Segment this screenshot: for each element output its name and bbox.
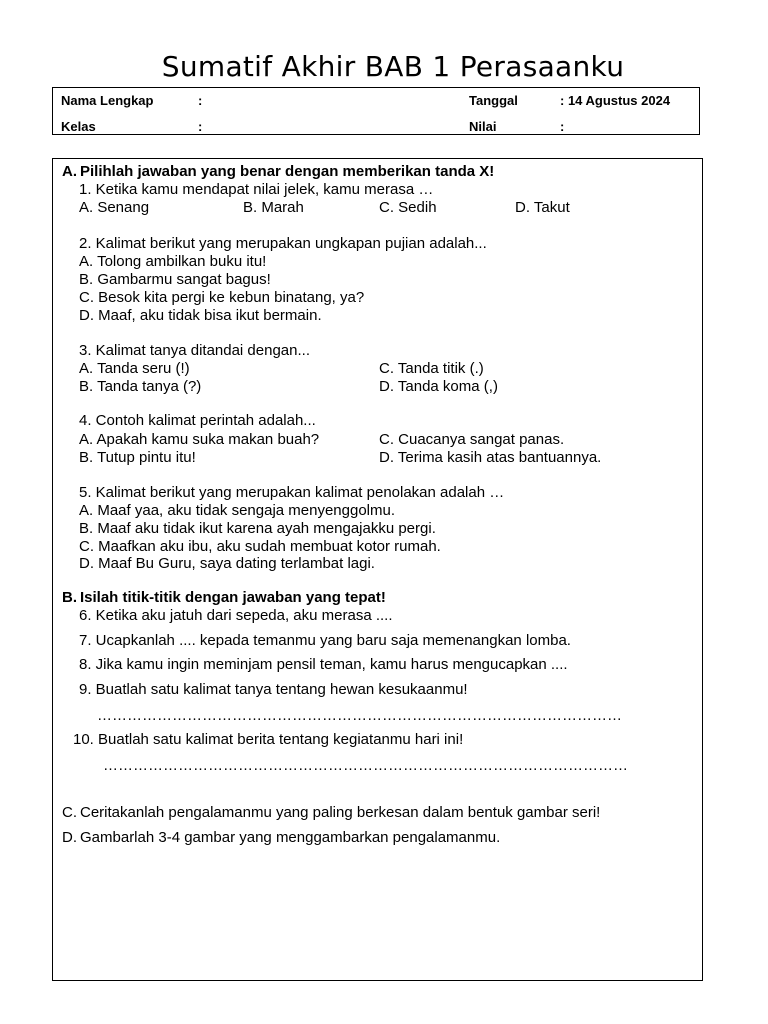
- q5-option-d[interactable]: D. Maaf Bu Guru, saya dating terlambat lagi.: [79, 555, 375, 572]
- q4-option-b[interactable]: B. Tutup pintu itu!: [79, 449, 196, 466]
- q1-option-a[interactable]: A. Senang: [79, 199, 150, 216]
- exam-content-box: [52, 158, 703, 981]
- q3-option-c[interactable]: C. Tanda titik (.): [379, 360, 484, 377]
- page-title: Sumatif Akhir BAB 1 Perasaanku: [161, 50, 625, 83]
- question-9-answer-line[interactable]: ……………………………………………………………………………………………: [97, 707, 622, 724]
- q4-option-c[interactable]: C. Cuacanya sangat panas.: [379, 431, 565, 448]
- date-value: : 14 Agustus 2024: [560, 93, 671, 108]
- question-4: 4. Contoh kalimat perintah adalah...: [79, 412, 316, 429]
- q1-option-b[interactable]: B. Marah: [243, 199, 304, 216]
- question-2: 2. Kalimat berikut yang merupakan ungkapan pujian adalah...: [79, 235, 487, 252]
- q5-option-a[interactable]: A. Maaf yaa, aku tidak sengaja menyenggolmu.: [79, 502, 396, 519]
- q2-option-c[interactable]: C. Besok kita pergi ke kebun binatang, ya?: [79, 289, 365, 306]
- class-field[interactable]: :: [198, 119, 203, 134]
- question-3: 3. Kalimat tanya ditandai dengan...: [79, 342, 310, 359]
- score-field[interactable]: :: [560, 119, 565, 134]
- section-a-letter: A.: [62, 163, 77, 180]
- question-5: 5. Kalimat berikut yang merupakan kalimat penolakan adalah …: [79, 484, 505, 501]
- q5-option-b[interactable]: B. Maaf aku tidak ikut karena ayah mengajakku pergi.: [79, 520, 436, 537]
- section-d-letter: D.: [62, 829, 77, 846]
- name-field[interactable]: :: [198, 93, 203, 108]
- section-d-text: Gambarlah 3-4 gambar yang menggambarkan pengalamanmu.: [80, 829, 501, 846]
- section-b-letter: B.: [62, 589, 77, 606]
- class-label: Kelas: [61, 119, 96, 134]
- section-c-letter: C.: [62, 804, 77, 821]
- q3-option-a[interactable]: A. Tanda seru (!): [79, 360, 190, 377]
- q2-option-d[interactable]: D. Maaf, aku tidak bisa ikut bermain.: [79, 307, 322, 324]
- section-a-heading: Pilihlah jawaban yang benar dengan memberikan tanda X!: [80, 163, 495, 180]
- question-10: 10. Buatlah satu kalimat berita tentang kegiatanmu hari ini!: [73, 731, 464, 748]
- section-c-text: Ceritakanlah pengalamanmu yang paling berkesan dalam bentuk gambar seri!: [80, 804, 601, 821]
- q1-option-d[interactable]: D. Takut: [515, 199, 570, 216]
- date-label: Tanggal: [469, 93, 518, 108]
- q4-option-d[interactable]: D. Terima kasih atas bantuannya.: [379, 449, 602, 466]
- student-info-box: [52, 87, 700, 135]
- section-b-heading: Isilah titik-titik dengan jawaban yang tepat!: [80, 589, 386, 606]
- question-10-answer-line[interactable]: ……………………………………………………………………………………………: [103, 757, 628, 774]
- q2-option-a[interactable]: A. Tolong ambilkan buku itu!: [79, 253, 267, 270]
- q2-option-b[interactable]: B. Gambarmu sangat bagus!: [79, 271, 271, 288]
- score-label: Nilai: [469, 119, 497, 134]
- q5-option-c[interactable]: C. Maafkan aku ibu, aku sudah membuat kotor rumah.: [79, 538, 441, 555]
- question-8: 8. Jika kamu ingin meminjam pensil teman, kamu harus mengucapkan ....: [79, 656, 568, 673]
- question-1: 1. Ketika kamu mendapat nilai jelek, kamu merasa …: [79, 181, 434, 198]
- q4-option-a[interactable]: A. Apakah kamu suka makan buah?: [79, 431, 320, 448]
- question-7: 7. Ucapkanlah .... kepada temanmu yang baru saja memenangkan lomba.: [79, 632, 571, 649]
- q3-option-d[interactable]: D. Tanda koma (,): [379, 378, 498, 395]
- q3-option-b[interactable]: B. Tanda tanya (?): [79, 378, 202, 395]
- question-6: 6. Ketika aku jatuh dari sepeda, aku merasa ....: [79, 607, 393, 624]
- question-9: 9. Buatlah satu kalimat tanya tentang hewan kesukaanmu!: [79, 681, 468, 698]
- q1-option-c[interactable]: C. Sedih: [379, 199, 437, 216]
- name-label: Nama Lengkap: [61, 93, 154, 108]
